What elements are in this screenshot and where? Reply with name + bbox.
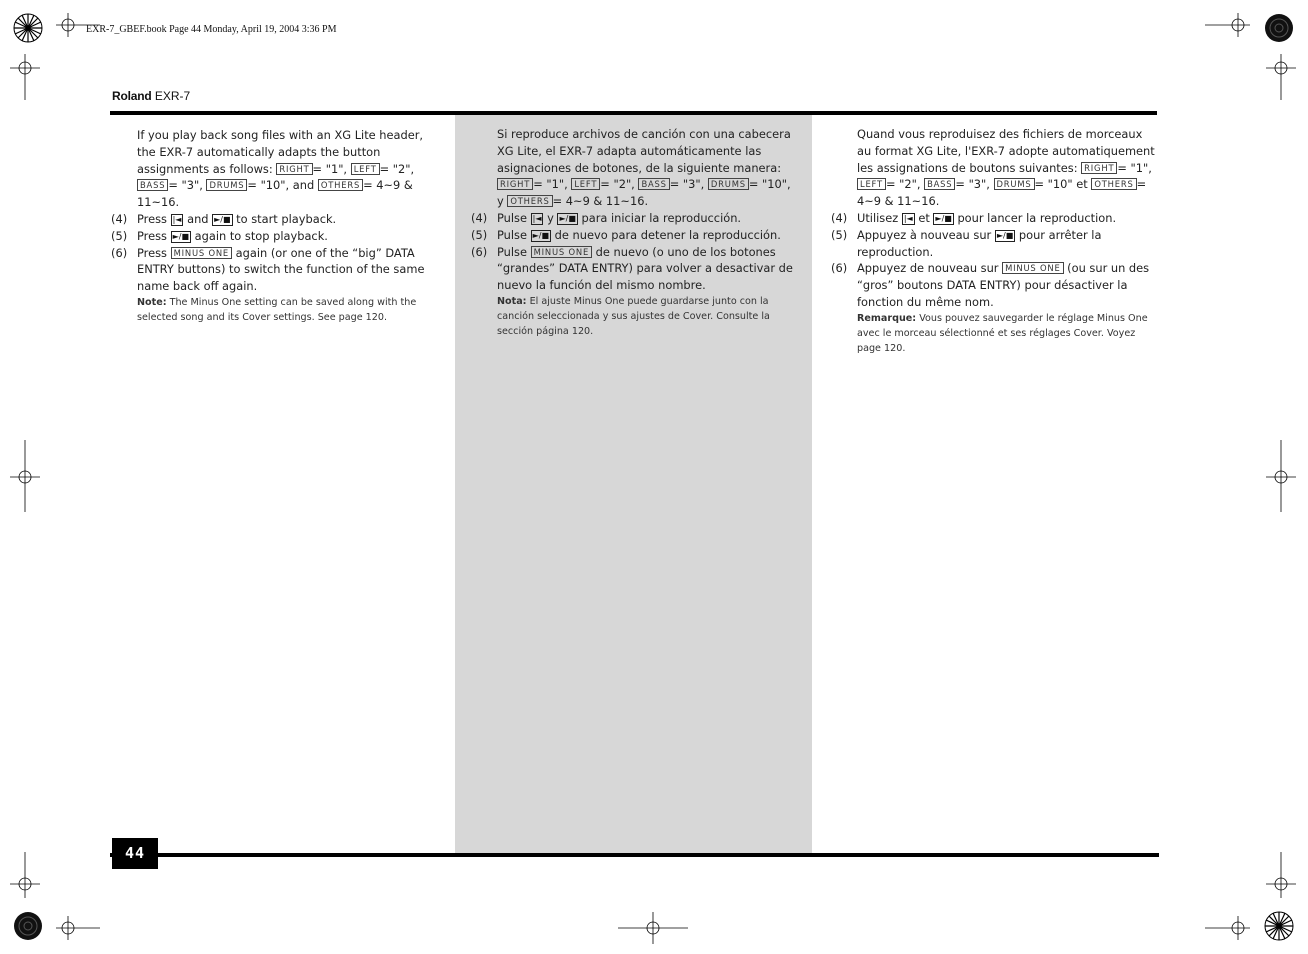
note-text: The Minus One setting can be saved along with the selected song and its Cover settings. See page 120. (137, 296, 417, 323)
left-button-key: LEFT (571, 178, 600, 190)
brand-name: Roland (112, 89, 152, 103)
crosshair-mark-icon (1205, 13, 1250, 37)
right-button-key: RIGHT (497, 178, 533, 190)
play-stop-button-icon: ►/■ (172, 231, 190, 241)
step-5: (5) Pulse ►/■ de nuevo para detener la reproducción. (471, 227, 781, 242)
footer-rule (110, 853, 1159, 857)
step-6: (6) Press MINUS ONE again (or one of the “big” DATA ENTRY buttons) to switch the function of the same name back off again. (111, 245, 425, 294)
intro-paragraph: Quand vous reproduisez des fichiers de morceaux au format XG Lite, l'EXR-7 adopte automatiquement les assignations de boutons suivantes: RIGHT = "1", LEFT = "2", BASS = "3", DRUMS = "10" et OTHERS = 4~9 & 11~16. (857, 127, 1155, 209)
crosshair-mark-icon (10, 440, 40, 512)
print-slug: EXR-7_GBEF.book Page 44 Monday, April 19, 2004 3:36 PM (86, 24, 337, 35)
english-column (111, 127, 433, 325)
minus-one-button-key: MINUS ONE (1002, 262, 1063, 274)
minus-one-button-key: MINUS ONE (531, 246, 592, 258)
note-text: El ajuste Minus One puede guardarse junto con la canción seleccionada y sus ajustes de Cover. Consulte la sección página 120. (497, 295, 770, 337)
spanish-column (471, 126, 793, 339)
drums-button-key: DRUMS (206, 179, 247, 191)
play-stop-button-icon: ►/■ (996, 230, 1014, 240)
crosshair-mark-icon (1205, 916, 1250, 940)
play-stop-button-icon: ►/■ (214, 214, 231, 224)
note-label: Note: (137, 296, 167, 308)
play-stop-button-icon: ►/■ (935, 213, 952, 223)
minus-one-button-key: MINUS ONE (171, 247, 232, 259)
others-button-key: OTHERS (507, 195, 552, 207)
reset-button-icon: |◄ (532, 213, 542, 223)
intro-paragraph: If you play back song files with an XG Lite header, the EXR-7 automatically adapts the button assignments as follows: RIGHT = "1", LEFT = "2", BASS = "3", DRUMS = "10", and OTHERS = 4~9 & 11~16. (137, 128, 424, 210)
bass-button-key: BASS (638, 178, 669, 190)
left-button-key: LEFT (857, 178, 886, 190)
page-number: 44 (112, 838, 158, 869)
star-target-icon (14, 14, 42, 42)
play-stop-button-icon: ►/■ (532, 230, 550, 240)
step-6: (6) Pulse MINUS ONE de nuevo (o uno de los botones “grandes” DATA ENTRY) para volver a desactivar de nuevo la función del mismo nombre. (471, 244, 793, 293)
crosshair-mark-icon (1266, 54, 1296, 100)
note-label: Nota: (497, 295, 527, 307)
note (111, 295, 433, 325)
star-target-icon (1265, 912, 1293, 940)
reset-button-icon: |◄ (172, 214, 182, 224)
crosshair-mark-icon (618, 912, 688, 944)
dark-target-icon (1265, 14, 1293, 42)
play-stop-button-icon: ►/■ (559, 213, 576, 223)
left-button-key: LEFT (351, 163, 380, 175)
right-button-key: RIGHT (1081, 162, 1117, 174)
drums-button-key: DRUMS (708, 178, 749, 190)
step-5: (5) Press ►/■ again to stop playback. (111, 228, 328, 243)
crosshair-mark-icon (10, 54, 40, 100)
step-4: (4) Utilisez |◄ et ►/■ pour lancer la reproduction. (831, 210, 1117, 225)
intro-paragraph: Si reproduce archivos de canción con una cabecera XG Lite, el EXR-7 adapta automáticamente las asignaciones de botones, de la siguiente manera: RIGHT = "1", LEFT = "2", BASS = "3", DRUMS = "10", y OTHERS = 4~9 & 11~16. (497, 127, 791, 209)
note-label: Remarque: (857, 312, 917, 324)
bass-button-key: BASS (924, 178, 955, 190)
reset-button-icon: |◄ (903, 213, 913, 223)
note (831, 311, 1157, 356)
step-4: (4) Pulse |◄ y ►/■ para iniciar la reproducción. (471, 210, 742, 225)
crosshair-mark-icon (56, 916, 100, 940)
french-column (831, 126, 1157, 356)
note-text: Vous pouvez sauvegarder le réglage Minus One avec le morceau sélectionné et ses réglages Cover. Voyez page 120. (857, 312, 1148, 354)
step-4: (4) Press |◄ and ►/■ to start playback. (111, 211, 337, 226)
bass-button-key: BASS (137, 179, 168, 191)
right-button-key: RIGHT (276, 163, 312, 175)
others-button-key: OTHERS (1091, 178, 1136, 190)
drums-button-key: DRUMS (994, 178, 1035, 190)
crosshair-mark-icon (1266, 852, 1296, 898)
dark-target-icon (14, 912, 42, 940)
note (471, 294, 793, 339)
crosshair-mark-icon (10, 852, 40, 898)
running-header (112, 89, 190, 103)
others-button-key: OTHERS (318, 179, 363, 191)
model-name: EXR-7 (154, 89, 191, 103)
step-5: (5) Appuyez à nouveau sur ►/■ pour arrêter la reproduction. (831, 227, 1102, 259)
step-6: (6) Appuyez de nouveau sur MINUS ONE (ou sur un des “gros” boutons DATA ENTRY) pour désactiver la fonction du même nom. (831, 261, 1150, 309)
crosshair-mark-icon (1266, 440, 1296, 512)
